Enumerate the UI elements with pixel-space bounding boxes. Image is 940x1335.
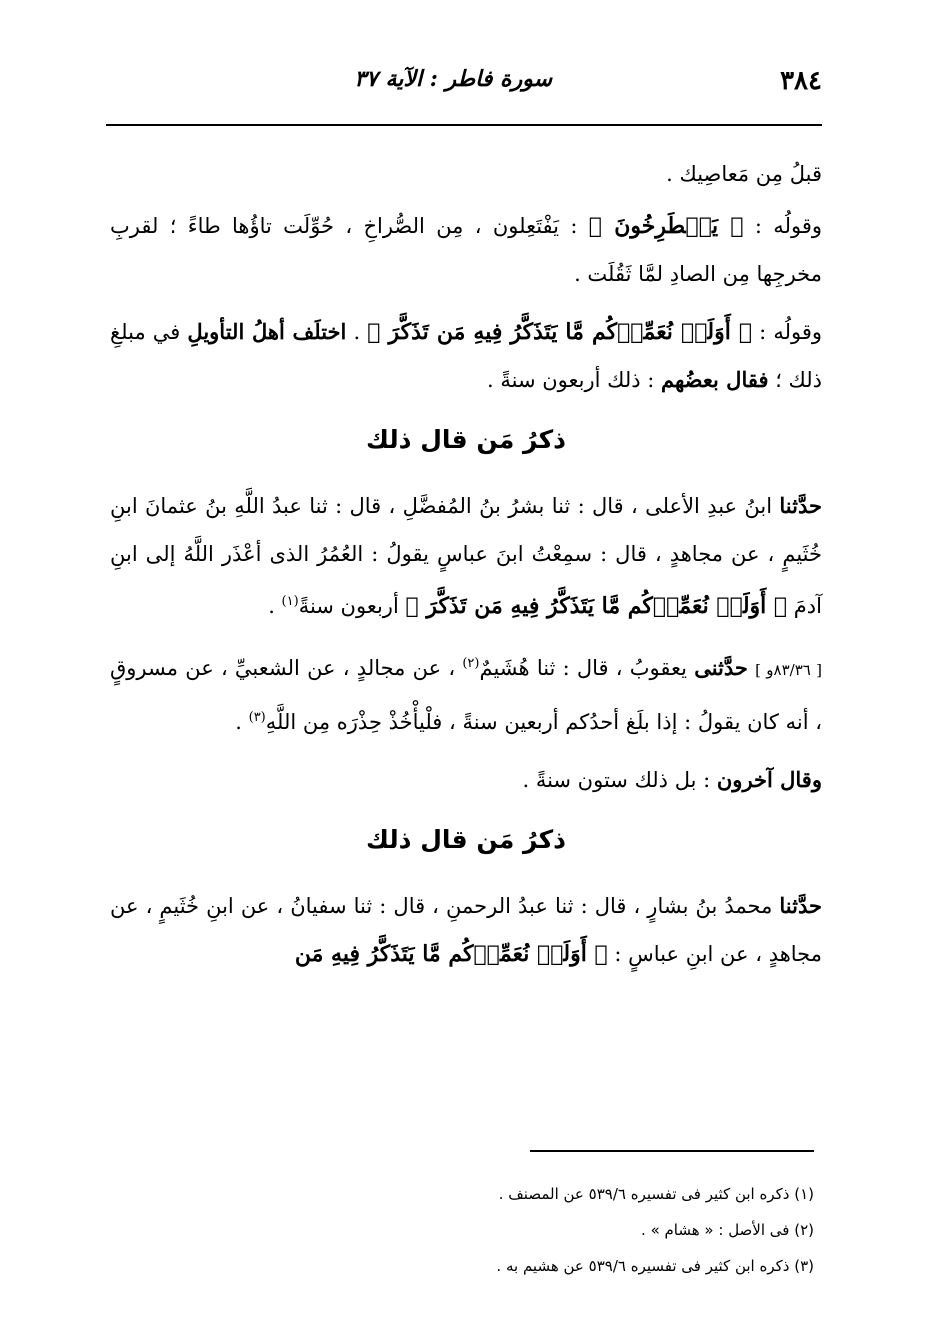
footnote: (١) ذكره ابن كثير فى تفسيره ٥٣٩/٦ عن المصنف .: [498, 1185, 814, 1203]
quran-quote: ﴿ أَوَلَمۡ نُعَمِّرۡكُم مَّا يَتَذَكَّرُ فِيهِ مَن تَذَكَّرَ ﴾: [367, 319, 753, 345]
paragraph-text: ، عن مجالدٍ ، عن الشعبيِّ ، عن مسروقٍ ، أنه كان يقولُ : إذا بلَغ أحدُكم أربعين سنةً ، فلْيأْخُذْ حِذْرَه مِن اللَّهِ: [110, 656, 822, 734]
paragraph: [110, 640, 822, 746]
paragraph-text: وقولُه :: [743, 214, 822, 238]
section-heading: ذكرُ مَن قال ذلك: [366, 825, 566, 854]
quran-quote: ﴿ يَصۡطَرِخُونَ ﴾: [588, 213, 744, 239]
paragraph-text: يعقوبُ ، قال : ثنا هُشَيمٌ: [479, 656, 695, 680]
paragraph-text: أربعون سنةً: [298, 594, 406, 618]
bold-phrase: حدَّثنى: [694, 655, 748, 680]
running-title: سورة فاطر : الآية ٣٧: [354, 66, 552, 92]
footnote: (٣) ذكره ابن كثير فى تفسيره ٥٣٩/٦ عن هشيم به .: [496, 1257, 814, 1275]
quran-quote: ﴿ أَوَلَمۡ نُعَمِّرۡكُم مَّا يَتَذَكَّرُ فِيهِ مَن: [294, 941, 608, 967]
paragraph-text: : بل ذلك ستون سنةً .: [522, 768, 717, 792]
paragraph-text: وقولُه :: [752, 320, 823, 344]
paragraph-text: محمدُ بنُ بشارٍ ، قال : ثنا عبدُ الرحمنِ ، قال : ثنا سفيانُ ، عن ابنِ خُثَيمٍ ، عن مجاهدٍ ، عن ابنِ عباسٍ :: [110, 894, 822, 966]
paragraph: [110, 482, 822, 630]
paragraph-text: : يَفْتَعِلون ، مِن الصُّراخِ ، حُوِّلَت تاؤُها طاءً ؛ لقربِ مخرجِها مِن الصادِ لمَّا ثَقُلَت .: [110, 214, 822, 286]
paragraph-text: في مبلغِ ذلك ؛: [110, 320, 822, 392]
paragraph: [110, 308, 822, 404]
paragraph-text: : ذلك أربعون سنةً .: [487, 368, 662, 392]
paragraph-text: .: [268, 594, 282, 618]
paragraph-text: .: [235, 710, 249, 734]
paragraph: [110, 756, 822, 804]
paragraph: [110, 882, 822, 978]
quran-quote: ﴿ أَوَلَمۡ نُعَمِّرۡكُم مَّا يَتَذَكَّرُ فِيهِ مَن تَذَكَّرَ ﴾: [405, 593, 788, 619]
footnote-divider: [530, 1150, 814, 1152]
section-heading: ذكرُ مَن قال ذلك: [366, 425, 566, 454]
main-text: [110, 150, 822, 988]
bold-phrase: حدَّثنا: [779, 893, 822, 918]
paragraph: [110, 150, 822, 198]
page-header: [106, 58, 822, 126]
paragraph-text: قبلُ مِن مَعاصِيك .: [666, 162, 822, 186]
bold-phrase: وقال آخرون: [716, 767, 822, 792]
paragraph-text: .: [346, 320, 368, 344]
paragraph-text: ابنُ عبدِ الأعلى ، قال : ثنا بشرُ بنُ المُفضَّلِ ، قال : ثنا عبدُ اللَّهِ بنُ عثمانَ ابنِ خُثَيمٍ ، عن مجاهدٍ ، قال : سمِعْتُ ابنَ عباسٍ يقولُ : العُمُرُ الذى أعْذَر اللَّهُ إلى ابنِ آدمَ: [110, 494, 822, 618]
paragraph: [110, 202, 822, 298]
page-number: ٣٨٤: [780, 66, 822, 96]
footnote-ref: (١): [281, 594, 299, 609]
footnotes: [114, 1176, 814, 1284]
manuscript-ref: [ ٨٣/٣٦و ]: [755, 661, 822, 679]
bold-phrase: حدَّثنا: [779, 493, 822, 518]
footnote: (٢) فى الأصل : « هشام » .: [641, 1221, 814, 1239]
footnote-ref: (٢): [462, 656, 480, 671]
footnote-ref: (٣): [248, 710, 266, 725]
bold-phrase: اختلَف أهلُ التأويلِ: [187, 319, 347, 344]
bold-phrase: فقال بعضُهم: [661, 367, 769, 392]
